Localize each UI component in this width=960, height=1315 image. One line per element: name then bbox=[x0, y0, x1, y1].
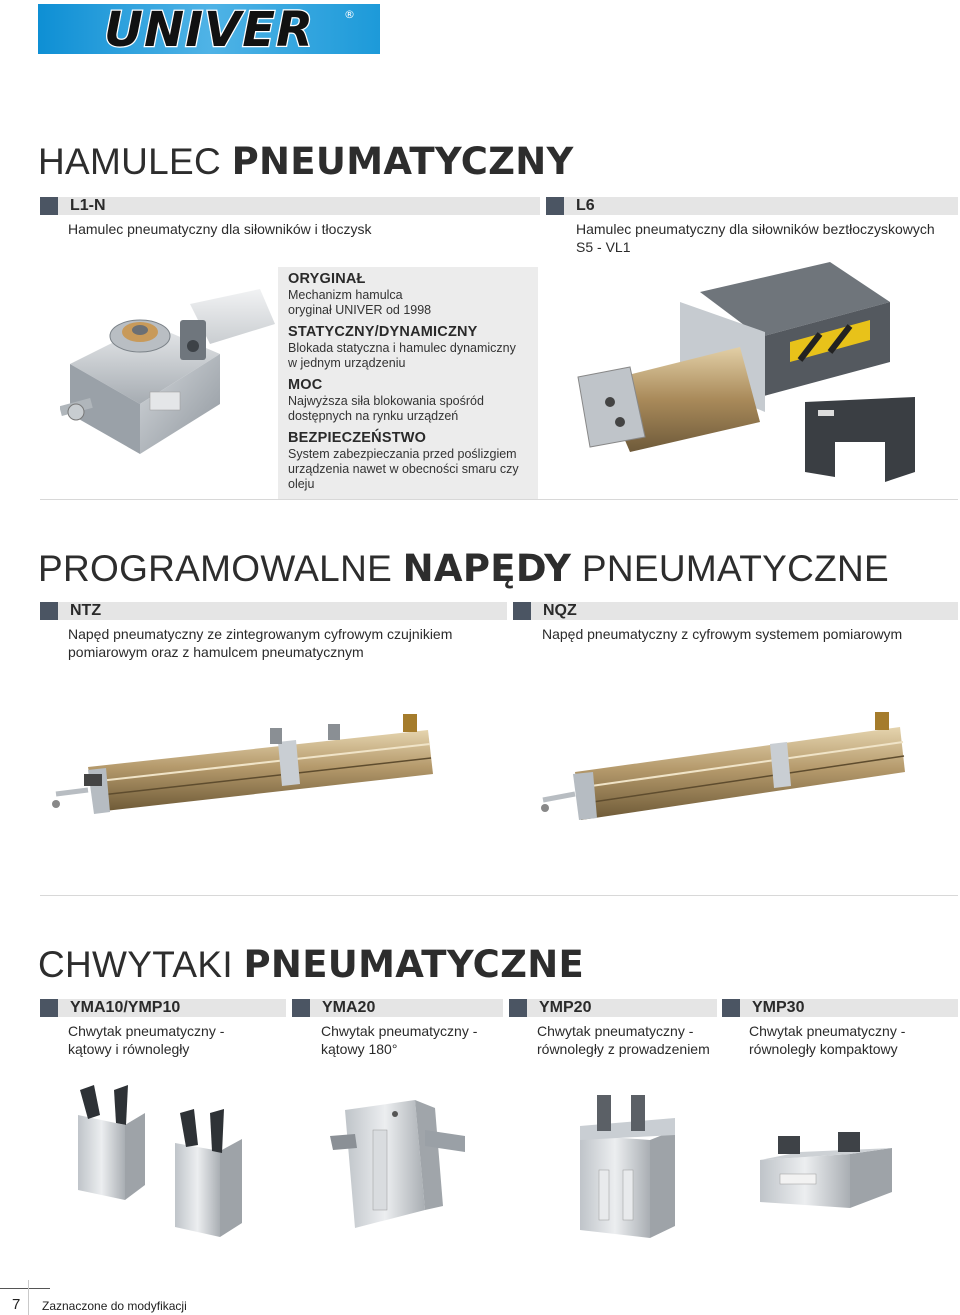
header-square bbox=[513, 602, 531, 620]
product-code: L6 bbox=[576, 197, 595, 214]
product-code: NQZ bbox=[543, 602, 577, 619]
product-header-l6 bbox=[546, 197, 958, 215]
gripper-yma20-image bbox=[325, 1100, 470, 1230]
section-title-brake: HAMULEC PNEUMATYCZNY bbox=[38, 140, 574, 183]
product-header-l1n bbox=[40, 197, 540, 215]
univer-logo bbox=[38, 4, 380, 54]
product-desc-l1n: Hamulec pneumatyczny dla siłowników i tłoczysk bbox=[68, 221, 372, 237]
header-square bbox=[40, 197, 58, 215]
section-divider bbox=[40, 499, 958, 500]
logo-text: UNIVER bbox=[104, 4, 314, 54]
product-header-yma20 bbox=[292, 999, 503, 1017]
footer-line bbox=[0, 1288, 50, 1289]
product-desc-ntz: Napęd pneumatyczny ze zintegrowanym cyfrowym czujnikiem pomiarowym oraz z hamulcem pneumatycznym bbox=[68, 626, 453, 660]
product-header-nqz bbox=[513, 602, 958, 620]
section-divider bbox=[40, 895, 958, 896]
product-code: YMP20 bbox=[539, 999, 592, 1016]
gripper-ymp20-image bbox=[575, 1090, 685, 1240]
product-desc-yma10: Chwytak pneumatyczny - kątowy i równoległy bbox=[68, 1023, 225, 1057]
section-title-grippers: CHWYTAKI PNEUMATYCZNE bbox=[38, 943, 585, 986]
product-code: NTZ bbox=[70, 602, 102, 619]
header-square bbox=[292, 999, 310, 1017]
footer-vertical-line bbox=[28, 1280, 29, 1315]
gripper-ymp30-image bbox=[760, 1130, 895, 1210]
header-square bbox=[40, 602, 58, 620]
header-square bbox=[546, 197, 564, 215]
product-code: YMP30 bbox=[752, 999, 805, 1016]
page-number: 7 bbox=[12, 1296, 21, 1313]
product-header-ntz bbox=[40, 602, 507, 620]
product-desc-ymp30: Chwytak pneumatyczny - równoległy kompaktowy bbox=[749, 1023, 906, 1057]
product-desc-ymp20: Chwytak pneumatyczny - równoległy z prowadzeniem bbox=[537, 1023, 710, 1057]
product-code: YMA20 bbox=[322, 999, 376, 1016]
product-header-yma10 bbox=[40, 999, 286, 1017]
header-square bbox=[722, 999, 740, 1017]
feature-original: ORYGINAŁ Mechanizm hamulca oryginał UNIVER od 1998 bbox=[288, 271, 432, 317]
features-box bbox=[278, 267, 538, 499]
drive-nqz-image bbox=[535, 712, 913, 827]
product-header-ymp20 bbox=[509, 999, 717, 1017]
drive-ntz-image bbox=[48, 712, 438, 822]
product-desc-l6: Hamulec pneumatyczny dla siłowników beztłoczyskowych S5 - VL1 bbox=[576, 221, 935, 255]
feature-power: MOC Najwyższa siła blokowania spośród dostępnych na rynku urządzeń bbox=[288, 377, 484, 423]
product-desc-yma20: Chwytak pneumatyczny - kątowy 180° bbox=[321, 1023, 478, 1057]
feature-static-dynamic: STATYCZNY/DYNAMICZNY Blokada statyczna i hamulec dynamiczny w jednym urządzeniu bbox=[288, 324, 516, 370]
product-desc-nqz: Napęd pneumatyczny z cyfrowym systemem pomiarowym bbox=[542, 626, 903, 642]
feature-safety: BEZPIECZEŃSTWO System zabezpieczania przed poślizgiem urządzenia nawet w obecności smaru czy oleju bbox=[288, 430, 519, 491]
product-code: YMA10/YMP10 bbox=[70, 999, 181, 1016]
brake-l6-image bbox=[570, 262, 915, 492]
product-code: L1-N bbox=[70, 197, 106, 214]
product-header-ymp30 bbox=[722, 999, 958, 1017]
registered-mark: ® bbox=[344, 8, 355, 21]
section-title-drives: PROGRAMOWALNE NAPĘDY PNEUMATYCZNE bbox=[38, 547, 889, 590]
gripper-yma10-image bbox=[70, 1085, 250, 1245]
header-square bbox=[40, 999, 58, 1017]
header-square bbox=[509, 999, 527, 1017]
brake-l1n-image bbox=[60, 284, 275, 454]
footer-note: Zaznaczone do modyfikacji bbox=[42, 1299, 187, 1313]
